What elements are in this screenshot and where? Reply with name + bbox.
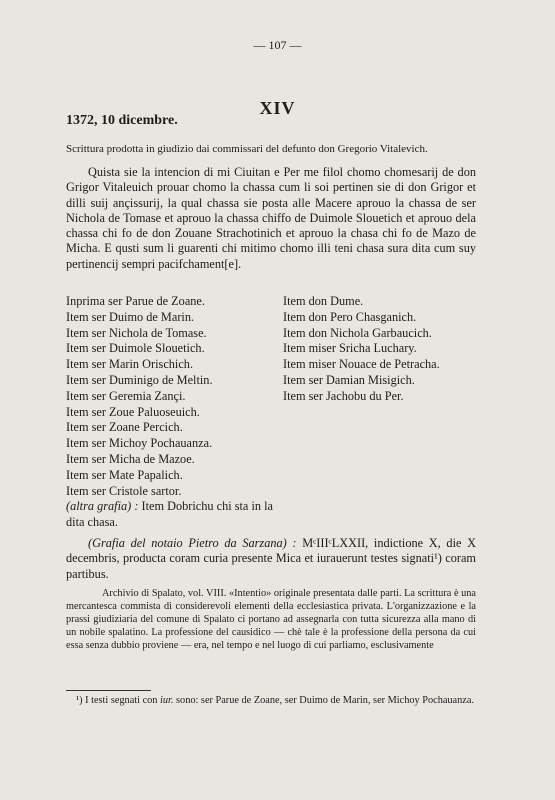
witness-item: Item ser Nichola de Tomase. (66, 325, 207, 340)
witness-item: Item miser Nouace de Petracha. (283, 357, 440, 372)
witness-item: Item ser Duminigo de Meltin. (66, 372, 213, 387)
footnote-abbrev: iur. (160, 695, 174, 706)
document-date: 1372, 10 dicembre. (66, 113, 178, 128)
witness-item: Item ser Mate Papalich. (66, 467, 183, 482)
footnote-lead: ¹) I testi segnati con (76, 695, 161, 706)
witness-item: Item ser Duimo de Marin. (66, 309, 195, 324)
footnote-rest: sono: ser Parue de Zoane, ser Duimo de Marin, ser Michoy Pochauanza. (173, 695, 474, 706)
altra-grafia-label: (altra grafia) : (66, 499, 139, 513)
witness-list-left (66, 294, 213, 499)
document-subtitle: Scrittura prodotta in giudizio dai commissari del defunto don Gregorio Vitalevich. (66, 143, 428, 155)
witness-item: Inprima ser Parue de Zoane. (66, 294, 205, 308)
witness-item: Item ser Duimole Slouetich. (66, 341, 205, 356)
witness-item: Item ser Marin Orischich. (66, 357, 194, 372)
critical-apparatus (66, 587, 476, 652)
notary-text: MᶜIIIᶜLXXII, indictione X, die X decembris, producta coram curia presente Mica et iurauerunt testes signati¹) coram partibus. (66, 536, 477, 581)
witness-item: Item ser Zoane Percich. (66, 420, 183, 435)
witness-item: Item ser Zoue Paluoseuich. (66, 404, 200, 419)
witness-item: Item ser Michoy Pochauanza. (66, 436, 213, 451)
witness-item: Item don Dume. (283, 294, 364, 308)
witness-item: Item ser Jachobu du Per. (283, 388, 404, 403)
document-number: XIV (259, 98, 296, 118)
witness-item: Item miser Sricha Luchary. (283, 341, 417, 356)
witness-item: Item don Pero Chasganich. (283, 309, 417, 324)
footnote-rule (66, 690, 151, 691)
notary-note (66, 536, 476, 582)
witness-item: Item ser Cristole sartor. (66, 483, 182, 498)
witness-item: Item don Nichola Garbaucich. (283, 325, 432, 340)
witness-item: Item ser Geremia Zançi. (66, 388, 186, 403)
witness-item: Item ser Damian Misigich. (283, 372, 415, 387)
apparatus-paragraph: Archivio di Spalato, vol. VIII. «Intentio» originale presentata dalle parti. La scrittura è una mercantesca commista di considerevoli elementi della ecclesiastica privata. L'organizzazione e la prassi giudiziaria del comune di Spalato ci portano ad assegnarla con tutta sicurezza alla mano di un nobile spalatino. La professione del causidico — chè tale è la professione della persona da cui essa senza dubbio proviene — era, nel tempo e nel luogo di cui parliamo, esclusivamente (66, 588, 476, 652)
altra-grafia-text: Item Dobrichu chi sta in la dita chasa. (66, 499, 273, 529)
witness-item: Item ser Micha de Mazoe. (66, 451, 195, 466)
main-text (66, 165, 476, 272)
intentio-paragraph: Quista sie la intencion di mi Ciuitan e Per me filol chomo chomesarij de don Grigor Vitaleuich prouar chomo la chassa cum li soi pertinen sie di don Grigor et dilli suij ançissurij, la qual chassa sie posta alle Macere aprouo la chassa de ser Nichola de Tomase et aprouo la chassa chiffo de Duimole Slouetich et aprouo dela chassa chi fo de don Zouane Strachotinich et aprouo la chasa chi fo de Mazo de Micha. E qusti sum li guarenti chi mitimo chomo illi teni chasa sura dita cum suy pertinencij sempri pacifchament[e]. (66, 165, 476, 271)
witness-list-right (283, 294, 440, 405)
notary-label: (Grafia del notaio Pietro da Sarzana) : (88, 536, 297, 550)
footnote (66, 694, 476, 707)
altra-grafia-note (66, 499, 281, 531)
page-number: — 107 — (253, 38, 302, 52)
